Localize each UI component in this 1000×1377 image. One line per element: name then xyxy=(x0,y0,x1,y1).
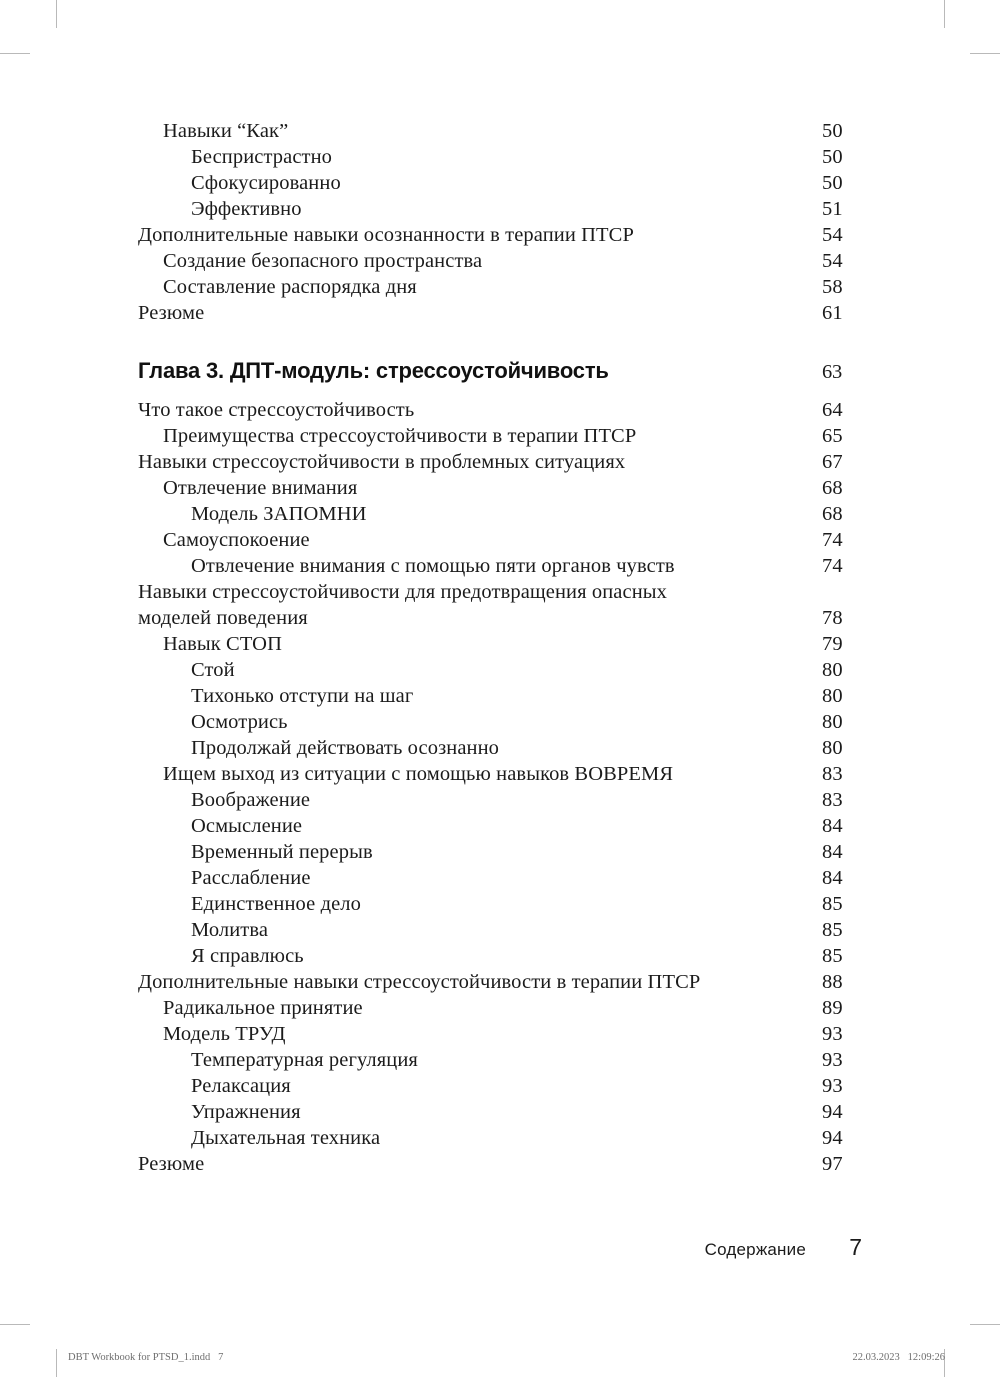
toc-entry-page-number: 80 xyxy=(822,659,843,681)
toc-entry-page-number: 84 xyxy=(822,867,843,889)
toc-entry-page-number: 93 xyxy=(822,1023,843,1045)
toc-entry[interactable] xyxy=(138,1151,868,1177)
toc-entry-page-number: 51 xyxy=(822,198,843,220)
toc-entry[interactable] xyxy=(138,995,868,1021)
toc-entry-title: Модель ТРУД xyxy=(163,1023,286,1045)
toc-entry-title: Беспристрастно xyxy=(191,146,333,168)
toc-entry[interactable] xyxy=(138,527,868,553)
toc-entry-title: Самоуспокоение xyxy=(163,529,310,551)
toc-entry-page-number: 68 xyxy=(822,503,843,525)
toc-entry-title: Температурная регуляция xyxy=(191,1049,418,1071)
toc-entry[interactable] xyxy=(138,248,868,274)
toc-entry[interactable] xyxy=(138,118,868,144)
toc-chapter-heading[interactable] xyxy=(138,356,868,387)
toc-entry-page-number: 65 xyxy=(822,425,843,447)
toc-entry[interactable] xyxy=(138,300,868,326)
toc-entry[interactable] xyxy=(138,813,868,839)
toc-entry-title: Преимущества стрессоустойчивости в терапии ПТСР xyxy=(163,425,637,447)
toc-entry[interactable] xyxy=(138,397,868,423)
toc-entry-page-number: 74 xyxy=(822,555,843,577)
toc-entry[interactable] xyxy=(138,1099,868,1125)
slug-file-name: DBT Workbook for PTSD_1.indd 7 xyxy=(68,1352,224,1363)
toc-entry-page-number: 50 xyxy=(822,146,843,168)
toc-entry-title: Навыки стрессоустойчивости для предотвращения опасных моделей поведения xyxy=(138,581,667,629)
toc-entry-page-number: 84 xyxy=(822,841,843,863)
toc-entry[interactable] xyxy=(138,475,868,501)
toc-entry[interactable] xyxy=(138,735,868,761)
toc-entry[interactable] xyxy=(138,787,868,813)
toc-entry-title: Составление распорядка дня xyxy=(163,276,417,298)
toc-entry[interactable] xyxy=(138,449,868,475)
toc-entry-page-number: 54 xyxy=(822,224,843,246)
toc-entry[interactable] xyxy=(138,761,868,787)
toc-entry-page-number: 94 xyxy=(822,1101,843,1123)
toc-entry[interactable] xyxy=(138,222,868,248)
toc-entry-title: Ищем выход из ситуации с помощью навыков ВОВРЕМЯ xyxy=(163,763,674,785)
slug-timestamp: 22.03.2023 12:09:26 xyxy=(852,1352,945,1363)
toc-entry-page-number: 94 xyxy=(822,1127,843,1149)
toc-entry-page-number: 80 xyxy=(822,685,843,707)
toc-entry-page-number: 67 xyxy=(822,451,843,473)
toc-entry-page-number: 80 xyxy=(822,737,843,759)
toc-entry-title: Дополнительные навыки осознанности в терапии ПТСР xyxy=(138,224,634,246)
toc-entry[interactable] xyxy=(138,657,868,683)
toc-entry-group-after-chapter xyxy=(138,397,868,1177)
toc-entry-title: Модель ЗАПОМНИ xyxy=(191,503,367,525)
toc-entry-title: Единственное дело xyxy=(191,893,361,915)
toc-entry-title: Временный перерыв xyxy=(191,841,373,863)
toc-entry-title: Я справлюсь xyxy=(191,945,304,967)
toc-entry[interactable] xyxy=(138,917,868,943)
toc-entry[interactable] xyxy=(138,144,868,170)
toc-entry-title: Тихонько отступи на шаг xyxy=(191,685,414,707)
toc-entry-title: Резюме xyxy=(138,302,205,324)
toc-entry-title: Стой xyxy=(191,659,235,681)
toc-entry-page-number: 83 xyxy=(822,763,843,785)
toc-entry[interactable] xyxy=(138,1021,868,1047)
print-slug-line xyxy=(0,1352,1000,1368)
toc-entry-page-number: 93 xyxy=(822,1049,843,1071)
toc-entry-page-number: 68 xyxy=(822,477,843,499)
toc-entry[interactable] xyxy=(138,969,868,995)
toc-entry-page-number: 50 xyxy=(822,172,843,194)
toc-entry-title: Навыки стрессоустойчивости в проблемных ситуациях xyxy=(138,451,626,473)
toc-entry[interactable] xyxy=(138,683,868,709)
toc-entry[interactable] xyxy=(138,1047,868,1073)
toc-chapter-title: Глава 3. ДПТ-модуль: стрессоустойчивость xyxy=(138,358,609,383)
page-folio-number: 7 xyxy=(849,1234,862,1260)
running-footer xyxy=(0,1234,862,1261)
toc-entry-title: Сфокусированно xyxy=(191,172,341,194)
toc-entry-title: Навыки “Как” xyxy=(163,120,289,142)
toc-entry-title: Резюме xyxy=(138,1153,205,1175)
toc-entry[interactable] xyxy=(138,891,868,917)
toc-entry-page-number: 85 xyxy=(822,919,843,941)
toc-entry-title: Расслабление xyxy=(191,867,311,889)
toc-entry-title: Релаксация xyxy=(191,1075,291,1097)
toc-entry-page-number: 97 xyxy=(822,1153,843,1175)
toc-entry[interactable] xyxy=(138,631,868,657)
toc-entry[interactable] xyxy=(138,1125,868,1151)
toc-entry[interactable] xyxy=(138,1073,868,1099)
toc-entry[interactable] xyxy=(138,943,868,969)
toc-entry[interactable] xyxy=(138,553,868,579)
toc-entry-page-number: 61 xyxy=(822,302,843,324)
toc-entry-title: Упражнения xyxy=(191,1101,301,1123)
toc-entry-page-number: 64 xyxy=(822,399,843,421)
toc-entry-page-number: 54 xyxy=(822,250,843,272)
toc-entry-page-number: 83 xyxy=(822,789,843,811)
toc-entry-title: Создание безопасного пространства xyxy=(163,250,483,272)
toc-entry-title: Осмысление xyxy=(191,815,303,837)
toc-entry-group-before-chapter xyxy=(138,118,868,326)
toc-entry-title: Эффективно xyxy=(191,198,302,220)
toc-entry[interactable] xyxy=(138,170,868,196)
toc-entry-title: Что такое стрессоустойчивость xyxy=(138,399,415,421)
toc-entry-page-number: 89 xyxy=(822,997,843,1019)
toc-entry[interactable] xyxy=(138,839,868,865)
toc-entry-title: Воображение xyxy=(191,789,311,811)
toc-entry-page-number: 85 xyxy=(822,945,843,967)
toc-entry[interactable] xyxy=(138,423,868,449)
toc-entry[interactable] xyxy=(138,274,868,300)
toc-chapter-page-number: 63 xyxy=(822,361,843,383)
toc-entry-title: Отвлечение внимания xyxy=(163,477,358,499)
toc-entry-title: Дыхательная техника xyxy=(191,1127,381,1149)
toc-entry-title: Продолжай действовать осознанно xyxy=(191,737,500,759)
toc-entry[interactable] xyxy=(138,709,868,735)
toc-entry-title: Отвлечение внимания с помощью пяти органов чувств xyxy=(191,555,675,577)
toc-entry-page-number: 80 xyxy=(822,711,843,733)
toc-entry-title: Осмотрись xyxy=(191,711,288,733)
toc-entry-title: Молитва xyxy=(191,919,269,941)
toc-entry-title: Радикальное принятие xyxy=(163,997,363,1019)
toc-entry[interactable] xyxy=(138,865,868,891)
toc-entry-page-number: 85 xyxy=(822,893,843,915)
toc-entry-page-number: 58 xyxy=(822,276,843,298)
running-footer-label: Содержание xyxy=(704,1240,806,1259)
table-of-contents xyxy=(138,118,868,1177)
toc-entry-page-number: 74 xyxy=(822,529,843,551)
toc-entry-title: Дополнительные навыки стрессоустойчивости в терапии ПТСР xyxy=(138,971,701,993)
toc-entry-page-number: 93 xyxy=(822,1075,843,1097)
toc-entry-page-number: 78 xyxy=(822,607,843,629)
toc-entry-title: Навык СТОП xyxy=(163,633,282,655)
toc-entry-page-number: 79 xyxy=(822,633,843,655)
toc-entry[interactable] xyxy=(138,501,868,527)
toc-entry-page-number: 84 xyxy=(822,815,843,837)
toc-entry[interactable] xyxy=(138,579,868,631)
toc-entry-page-number: 88 xyxy=(822,971,843,993)
toc-entry-page-number: 50 xyxy=(822,120,843,142)
toc-entry[interactable] xyxy=(138,196,868,222)
